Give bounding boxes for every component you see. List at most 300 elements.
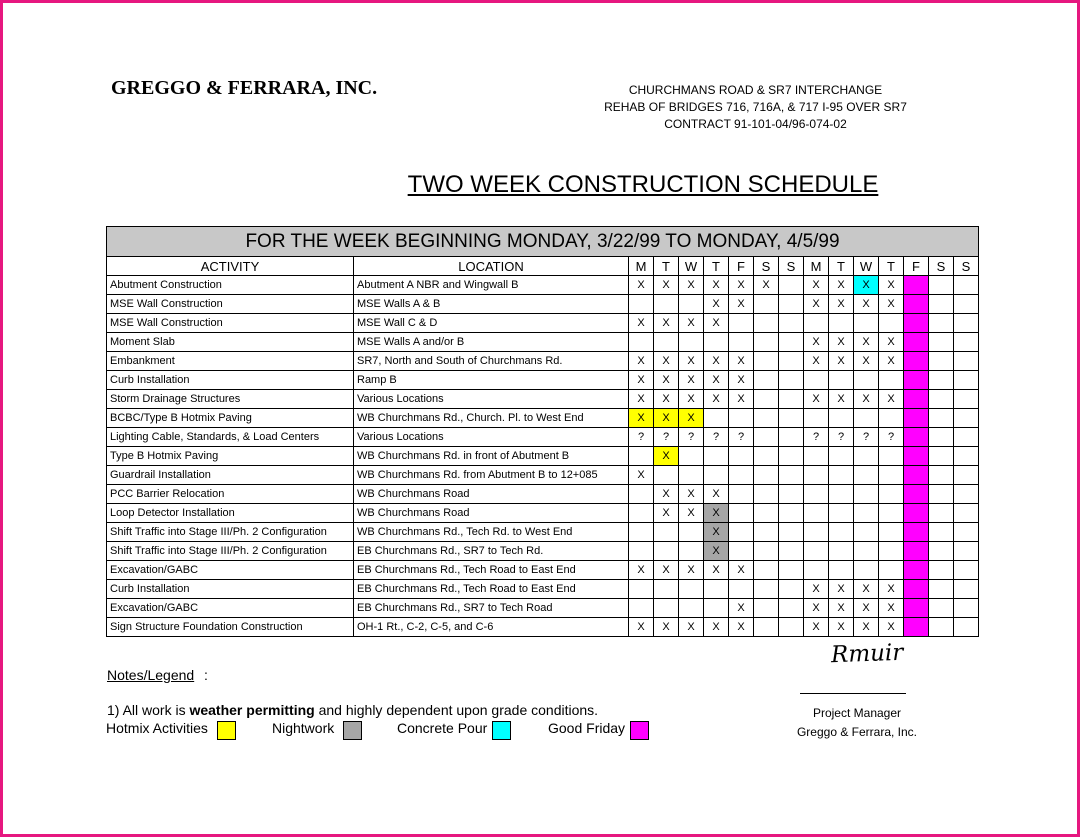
day-mark-cell [729,542,754,561]
table-row [107,485,979,504]
day-mark-cell: X [654,618,679,637]
day-mark-cell [929,580,954,599]
day-column-header: M [629,257,654,276]
activity-cell: Excavation/GABC [107,561,354,580]
day-mark-cell [829,314,854,333]
day-mark-cell: X [829,295,854,314]
day-mark-cell: X [804,580,829,599]
day-mark-cell [929,523,954,542]
day-mark-cell [779,295,804,314]
day-mark-cell [879,447,904,466]
day-mark-cell: X [629,371,654,390]
day-mark-cell [779,314,804,333]
day-column-header: T [879,257,904,276]
column-header-row [107,257,979,276]
day-mark-cell: X [804,618,829,637]
day-mark-cell: X [729,371,754,390]
activity-cell: Excavation/GABC [107,599,354,618]
day-mark-cell [804,523,829,542]
week-header-row [107,227,979,257]
location-cell: MSE Walls A & B [354,295,629,314]
day-mark-cell [904,466,929,485]
project-info [593,82,918,133]
activity-cell: Loop Detector Installation [107,504,354,523]
day-mark-cell [954,428,979,447]
day-mark-cell [954,333,979,352]
day-mark-cell [679,523,704,542]
day-mark-cell [904,599,929,618]
day-mark-cell [829,466,854,485]
day-mark-cell: X [704,295,729,314]
day-mark-cell [904,447,929,466]
document-title: TWO WEEK CONSTRUCTION SCHEDULE [407,171,879,198]
day-mark-cell: X [829,580,854,599]
day-mark-cell [704,580,729,599]
day-mark-cell [929,409,954,428]
day-mark-cell [929,618,954,637]
day-mark-cell [929,428,954,447]
table-row [107,580,979,599]
day-mark-cell: X [804,333,829,352]
day-column-header: W [679,257,704,276]
day-mark-cell [954,599,979,618]
day-mark-cell: X [729,352,754,371]
day-mark-cell [704,333,729,352]
day-column-header: S [929,257,954,276]
day-mark-cell: X [629,352,654,371]
activity-cell: Abutment Construction [107,276,354,295]
day-mark-cell: X [629,390,654,409]
day-mark-cell [729,409,754,428]
day-mark-cell [679,599,704,618]
day-mark-cell: X [729,276,754,295]
note-prefix: 1) All work is [107,702,190,718]
day-mark-cell [954,390,979,409]
day-mark-cell: X [704,523,729,542]
manager-signature: Rmuir [830,639,904,669]
table-row [107,466,979,485]
day-mark-cell [954,485,979,504]
day-mark-cell [754,580,779,599]
day-mark-cell [904,352,929,371]
activity-cell: Type B Hotmix Paving [107,447,354,466]
activity-cell: Curb Installation [107,371,354,390]
day-mark-cell [929,542,954,561]
day-mark-cell [954,447,979,466]
day-mark-cell: X [804,390,829,409]
day-mark-cell: X [879,333,904,352]
day-mark-cell [804,485,829,504]
table-row [107,390,979,409]
day-mark-cell: X [654,447,679,466]
day-column-header: F [904,257,929,276]
day-mark-cell: X [829,333,854,352]
day-mark-cell [629,599,654,618]
day-mark-cell [804,371,829,390]
day-mark-cell [904,618,929,637]
day-mark-cell [904,580,929,599]
activity-cell: BCBC/Type B Hotmix Paving [107,409,354,428]
legend-label-nightwork: Nightwork [272,720,335,736]
day-mark-cell: X [679,390,704,409]
day-mark-cell: X [854,276,879,295]
project-line: CHURCHMANS ROAD & SR7 INTERCHANGE [628,83,883,97]
day-mark-cell [904,409,929,428]
schedule-table [106,226,979,637]
activity-cell: PCC Barrier Relocation [107,485,354,504]
day-mark-cell [704,409,729,428]
table-row [107,542,979,561]
activity-cell: Sign Structure Foundation Construction [107,618,354,637]
day-mark-cell [729,333,754,352]
day-mark-cell [929,447,954,466]
day-mark-cell: X [704,390,729,409]
location-cell: WB Churchmans Rd. from Abutment B to 12+085 [354,466,629,485]
day-mark-cell [804,466,829,485]
location-cell: Abutment A NBR and Wingwall B [354,276,629,295]
day-mark-cell [729,485,754,504]
day-mark-cell [729,466,754,485]
day-mark-cell [679,542,704,561]
day-mark-cell: X [879,276,904,295]
day-mark-cell: X [679,371,704,390]
day-mark-cell [654,523,679,542]
day-mark-cell: ? [804,428,829,447]
day-mark-cell: X [679,352,704,371]
activity-cell: Shift Traffic into Stage III/Ph. 2 Configuration [107,542,354,561]
signoff-block [773,704,941,742]
day-mark-cell [904,542,929,561]
day-mark-cell [854,561,879,580]
day-mark-cell [954,276,979,295]
location-cell: EB Churchmans Rd., SR7 to Tech Rd. [354,542,629,561]
day-mark-cell [804,561,829,580]
day-mark-cell: X [679,314,704,333]
day-mark-cell: X [704,352,729,371]
table-row [107,314,979,333]
day-mark-cell: X [629,466,654,485]
note-suffix: and highly dependent upon grade conditions. [314,702,599,718]
day-mark-cell [779,466,804,485]
day-mark-cell [704,466,729,485]
day-mark-cell [754,428,779,447]
day-mark-cell [754,466,779,485]
day-mark-cell: X [654,485,679,504]
day-mark-cell [804,447,829,466]
location-cell: OH-1 Rt., C-2, C-5, and C-6 [354,618,629,637]
day-mark-cell: X [829,599,854,618]
table-row [107,599,979,618]
notes-heading-colon: : [204,667,208,683]
day-mark-cell [954,371,979,390]
day-mark-cell [654,295,679,314]
day-mark-cell [879,466,904,485]
location-cell: MSE Walls A and/or B [354,333,629,352]
day-mark-cell [804,542,829,561]
day-mark-cell [879,409,904,428]
table-row [107,276,979,295]
day-mark-cell [829,542,854,561]
day-mark-cell [754,504,779,523]
day-mark-cell: X [654,276,679,295]
legend-swatch-concrete [492,721,511,740]
day-mark-cell [729,314,754,333]
day-mark-cell: X [854,352,879,371]
day-mark-cell: X [829,276,854,295]
day-mark-cell [729,447,754,466]
day-mark-cell [829,523,854,542]
day-mark-cell [929,295,954,314]
day-mark-cell [904,561,929,580]
location-cell: SR7, North and South of Churchmans Rd. [354,352,629,371]
day-mark-cell [904,295,929,314]
day-mark-cell: X [754,276,779,295]
day-mark-cell: X [629,561,654,580]
signoff-title: Project Manager [812,706,902,720]
day-mark-cell [829,485,854,504]
day-mark-cell [954,561,979,580]
notes-heading [107,667,194,683]
day-column-header: M [804,257,829,276]
note-emphasis: weather permitting [189,702,315,718]
project-line: CONTRACT 91-101-04/96-074-02 [664,117,847,131]
day-mark-cell [929,466,954,485]
table-row [107,618,979,637]
day-mark-cell [804,409,829,428]
day-mark-cell [629,295,654,314]
day-mark-cell [879,314,904,333]
day-column-header: F [729,257,754,276]
location-cell: EB Churchmans Rd., Tech Road to East End [354,561,629,580]
day-mark-cell [829,504,854,523]
day-mark-cell [729,580,754,599]
legend-swatch-hotmix [217,721,236,740]
day-mark-cell [779,390,804,409]
day-mark-cell: X [679,561,704,580]
activity-cell: MSE Wall Construction [107,314,354,333]
day-mark-cell [679,580,704,599]
day-mark-cell: X [854,333,879,352]
activity-cell: Lighting Cable, Standards, & Load Centers [107,428,354,447]
day-mark-cell: X [704,504,729,523]
day-mark-cell: X [829,618,854,637]
activity-cell: Curb Installation [107,580,354,599]
day-mark-cell: X [829,352,854,371]
day-mark-cell [754,485,779,504]
day-mark-cell [629,523,654,542]
day-mark-cell [929,485,954,504]
location-cell: WB Churchmans Rd., Church. Pl. to West End [354,409,629,428]
day-mark-cell [804,314,829,333]
day-column-header: W [854,257,879,276]
table-row [107,333,979,352]
day-mark-cell: X [879,352,904,371]
table-row [107,295,979,314]
day-mark-cell: X [679,276,704,295]
day-mark-cell [954,352,979,371]
table-row [107,352,979,371]
day-mark-cell: X [704,276,729,295]
location-cell: MSE Wall C & D [354,314,629,333]
location-cell: WB Churchmans Road [354,485,629,504]
day-mark-cell: ? [854,428,879,447]
day-mark-cell [929,276,954,295]
day-mark-cell [854,504,879,523]
day-mark-cell [879,561,904,580]
day-mark-cell [754,409,779,428]
location-cell: Various Locations [354,390,629,409]
legend-label-concrete: Concrete Pour [397,720,488,736]
signature-line [800,693,906,694]
day-mark-cell [954,314,979,333]
day-column-header: T [829,257,854,276]
day-mark-cell: X [654,314,679,333]
table-row [107,371,979,390]
day-mark-cell: X [704,561,729,580]
day-mark-cell: X [654,390,679,409]
day-mark-cell [929,352,954,371]
day-mark-cell: ? [704,428,729,447]
day-mark-cell [954,580,979,599]
day-column-header: S [779,257,804,276]
day-mark-cell: X [879,295,904,314]
day-mark-cell [629,447,654,466]
day-mark-cell [629,542,654,561]
day-mark-cell [729,523,754,542]
day-mark-cell [679,466,704,485]
day-mark-cell [629,504,654,523]
day-mark-cell: ? [829,428,854,447]
day-mark-cell: X [704,371,729,390]
day-mark-cell [954,466,979,485]
day-mark-cell: X [654,409,679,428]
day-mark-cell [904,485,929,504]
day-mark-cell: X [729,561,754,580]
day-mark-cell: ? [629,428,654,447]
day-mark-cell [779,618,804,637]
day-mark-cell [779,333,804,352]
day-mark-cell [629,580,654,599]
day-mark-cell: X [679,504,704,523]
day-mark-cell: X [829,390,854,409]
signoff-company: Greggo & Ferrara, Inc. [796,725,918,739]
day-mark-cell: X [854,295,879,314]
location-cell: WB Churchmans Rd., Tech Rd. to West End [354,523,629,542]
note-weather [107,702,598,718]
location-cell: Ramp B [354,371,629,390]
day-mark-cell: X [729,390,754,409]
day-mark-cell [854,466,879,485]
day-mark-cell [779,276,804,295]
day-mark-cell [654,580,679,599]
day-mark-cell: X [679,485,704,504]
day-mark-cell [854,542,879,561]
day-mark-cell [929,333,954,352]
day-mark-cell: X [804,352,829,371]
day-mark-cell [754,295,779,314]
day-mark-cell [829,371,854,390]
day-mark-cell: X [854,580,879,599]
day-mark-cell [954,618,979,637]
day-mark-cell [829,561,854,580]
day-mark-cell: X [704,542,729,561]
day-mark-cell: X [729,618,754,637]
day-mark-cell [629,333,654,352]
day-mark-cell [929,371,954,390]
day-mark-cell [754,599,779,618]
day-mark-cell [779,371,804,390]
day-mark-cell: X [704,314,729,333]
day-mark-cell [904,428,929,447]
day-mark-cell [929,390,954,409]
day-mark-cell [904,333,929,352]
day-mark-cell [779,447,804,466]
day-mark-cell [954,295,979,314]
day-mark-cell [854,409,879,428]
day-mark-cell [929,561,954,580]
day-mark-cell [754,371,779,390]
day-mark-cell [904,523,929,542]
activity-cell: Shift Traffic into Stage III/Ph. 2 Configuration [107,523,354,542]
day-mark-cell: X [729,599,754,618]
day-mark-cell [829,409,854,428]
day-mark-cell: ? [879,428,904,447]
day-mark-cell [904,390,929,409]
location-cell: WB Churchmans Rd. in front of Abutment B [354,447,629,466]
day-mark-cell [754,314,779,333]
day-mark-cell [854,314,879,333]
table-row [107,447,979,466]
notes-heading-text: Notes/Legend [107,667,195,683]
day-mark-cell [879,485,904,504]
day-mark-cell: X [629,618,654,637]
day-mark-cell [754,523,779,542]
location-column-header: LOCATION [354,257,629,276]
day-mark-cell [679,333,704,352]
day-mark-cell: X [654,371,679,390]
activity-cell: Guardrail Installation [107,466,354,485]
table-row [107,561,979,580]
activity-cell: Moment Slab [107,333,354,352]
day-mark-cell [879,523,904,542]
day-mark-cell: X [729,295,754,314]
location-cell: Various Locations [354,428,629,447]
day-mark-cell [879,542,904,561]
day-mark-cell: X [679,409,704,428]
day-mark-cell [779,561,804,580]
day-mark-cell [829,447,854,466]
day-mark-cell [654,466,679,485]
activity-cell: Storm Drainage Structures [107,390,354,409]
day-mark-cell [779,523,804,542]
day-mark-cell: X [879,618,904,637]
day-mark-cell [754,333,779,352]
table-row [107,504,979,523]
table-row [107,409,979,428]
day-mark-cell [654,333,679,352]
company-name: GREGGO & FERRARA, INC. [111,77,378,99]
activity-cell: Embankment [107,352,354,371]
day-mark-cell [779,409,804,428]
day-mark-cell [654,542,679,561]
day-mark-cell: X [804,276,829,295]
day-mark-cell [804,504,829,523]
day-mark-cell: X [629,314,654,333]
day-mark-cell [854,447,879,466]
day-mark-cell [854,371,879,390]
activity-column-header: ACTIVITY [107,257,354,276]
day-mark-cell: X [854,390,879,409]
